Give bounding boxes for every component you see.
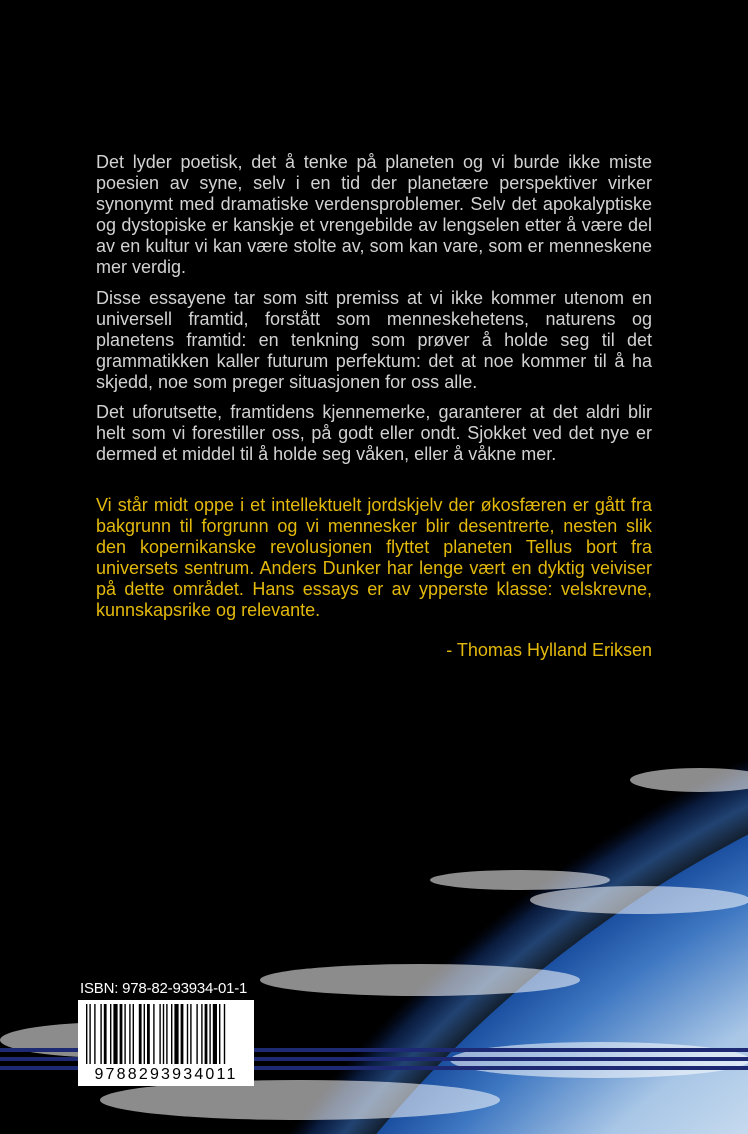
quote-signature: - Thomas Hylland Eriksen — [446, 640, 652, 660]
barcode — [78, 1000, 254, 1086]
isbn-label: ISBN: 978-82-93934-01-1 — [80, 980, 248, 997]
body-paragraph-3: Det uforutsette, framtidens kjennemerke, garanterer at det aldri blir helt som vi forestiller oss, på godt eller ondt. Sjokket ved det nye er dermed et middel til å holde seg våken, eller å våkne mer. — [96, 402, 652, 464]
barcode-digits: 9788293934011 — [94, 1066, 238, 1083]
review-quote: Vi står midt oppe i et intellektuelt jordskjelv der økosfæren er gått fra bakgrunn til forgrunn og vi mennesker blir desentrerte, nesten slik den kopernikanske revolusjonen flyttet planeten Tellus bort fra universets sentrum. Anders Dunker har lenge vært en dyktig veiviser på dette området. Hans essays er av ypperste klasse: velskrevne, kunnskapsrike og relevante. — [96, 495, 652, 620]
barcode-bars — [78, 1000, 254, 1070]
body-paragraph-1: Det lyder poetisk, det å tenke på planeten og vi burde ikke miste poesien av syne, selv i en tid der planetære perspektiver virker synonymt med dramatiske verdensproblemer. Selv det apokalyptiske og dystopiske er kanskje et vrengebilde av lengselen etter å være del av en kultur vi kan være stolte av, som kan vare, som er menneskene mer verdig. — [96, 152, 652, 277]
body-paragraph-2: Disse essayene tar som sitt premiss at vi ikke kommer utenom en universell framtid, forstått som menneskehetens, naturens og planetens framtid: en tenkning som prøver å holde seg til det grammatikken kaller futurum perfektum: det at noe kommer til å ha skjedd, noe som preger situasjonen for oss alle. — [96, 288, 652, 392]
